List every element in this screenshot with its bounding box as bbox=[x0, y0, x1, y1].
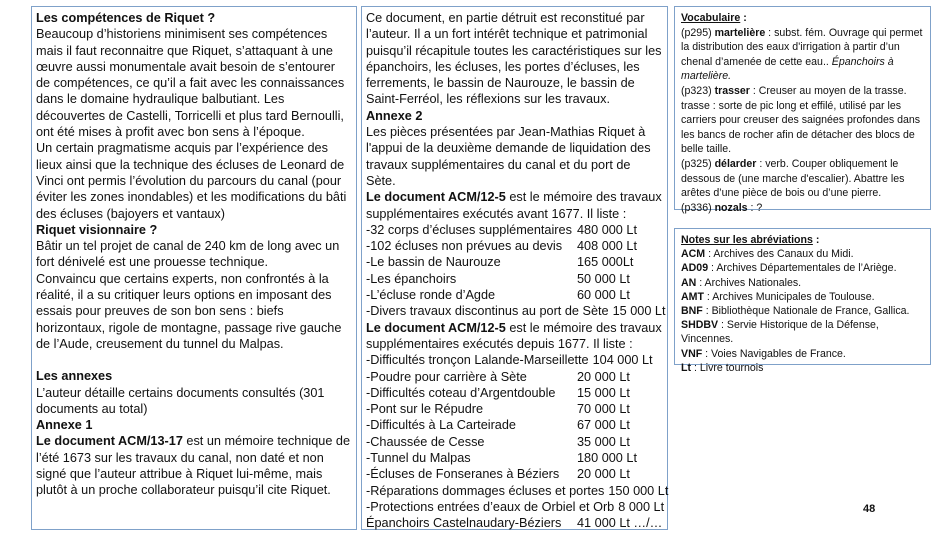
vocab-entry bbox=[681, 201, 924, 216]
term: trasser bbox=[714, 84, 750, 97]
vocabulary-box bbox=[674, 6, 931, 214]
abbreviation-key: SHDBV bbox=[681, 319, 719, 332]
paragraph bbox=[366, 320, 663, 353]
heading-annexe-1: Annexe 1 bbox=[36, 418, 93, 433]
cost-item-label: -Divers travaux discontinus au port de Sète bbox=[366, 304, 609, 319]
cost-item bbox=[366, 238, 663, 254]
paragraph: L’auteur détaille certains documents consultés (301 documents au total) bbox=[36, 385, 325, 416]
column-2 bbox=[361, 6, 668, 530]
abbreviation-value: : Archives Municipales de Toulouse. bbox=[703, 290, 875, 303]
cost-item bbox=[366, 401, 663, 417]
vocab-entry bbox=[681, 157, 924, 201]
cost-item bbox=[366, 222, 663, 238]
definition: : ? bbox=[747, 201, 763, 214]
abbreviation-key: AD09 bbox=[681, 262, 709, 275]
abbreviation-key: Lt bbox=[681, 361, 691, 374]
term: délarder bbox=[714, 157, 757, 170]
cost-item bbox=[366, 352, 663, 368]
paragraph: Ce document, en partie détruit est reconstitué par l’auteur. Il a un fort intérêt technique et patrimonial puisqu’il récapitule toutes les caractéristiques sur les épanchoirs, les écluses, les portes d’écluses, les ferrements, le bassin de Naurouze, le bassin de Saint-Ferréol, les réflexions sur les travaux. bbox=[366, 11, 662, 107]
colon: : bbox=[812, 234, 820, 246]
cost-item bbox=[366, 271, 663, 287]
cost-item-value: 60 000 Lt bbox=[577, 288, 630, 303]
cost-item-value: 35 000 Lt bbox=[577, 434, 630, 449]
vocab-entry: trasse : sorte de pic long et effilé, utilisé par les carriers pour creuser des saignées profondes dans les bancs de rocher afin de détacher des blocs de belle taille. bbox=[681, 99, 921, 156]
cost-item-label: -Difficultés tronçon Lalande-Marseillette bbox=[366, 353, 589, 368]
cost-item-label: -Écluses de Fonseranes à Béziers bbox=[366, 467, 560, 482]
example: Épanchoirs à martelière. bbox=[681, 55, 894, 83]
cost-item-value: 165 000Lt bbox=[577, 255, 634, 270]
heading-annexe-2: Annexe 2 bbox=[366, 108, 423, 123]
cost-list-after-1677 bbox=[366, 352, 669, 531]
cost-item-value: 50 000 Lt bbox=[577, 271, 630, 286]
page-ref: (p323) bbox=[681, 84, 715, 97]
abbreviation-item bbox=[681, 261, 924, 275]
abbreviation-value: : Archives des Canaux du Midi. bbox=[705, 248, 854, 261]
cost-item bbox=[366, 515, 663, 531]
abbreviations-list bbox=[681, 247, 924, 375]
abbreviation-item bbox=[681, 347, 924, 361]
abbreviation-key: ACM bbox=[681, 248, 706, 261]
abbreviations-box bbox=[674, 228, 931, 374]
cost-item-label: -Tunnel du Malpas bbox=[366, 451, 471, 466]
cost-item bbox=[366, 434, 663, 450]
page-ref: (p295) bbox=[681, 26, 715, 39]
document-description: est un mémoire technique de l’été 1673 sur les travaux du canal, non daté et non signé que l’auteur attribue à Riquet lui-même, mais plutôt à un proche collaborateur puisqu’il cite Riquet. bbox=[36, 434, 351, 498]
cost-item-label: -Les épanchoirs bbox=[366, 271, 457, 286]
column-1 bbox=[31, 6, 357, 530]
heading-visionnaire: Riquet visionnaire ? bbox=[36, 222, 158, 237]
cost-item bbox=[366, 466, 663, 482]
abbreviation-value: : Archives Départementales de l’Ariège. bbox=[708, 262, 897, 275]
cost-item-value: 150 000 Lt bbox=[608, 483, 669, 498]
abbreviation-value: : Livre tournois bbox=[691, 361, 764, 374]
abbreviation-item bbox=[681, 290, 924, 304]
page-number: 48 bbox=[863, 503, 876, 515]
abbreviations-title: Notes sur les abréviations bbox=[681, 234, 813, 246]
cost-item bbox=[366, 287, 663, 303]
definition: : subst. fém. Ouvrage qui permet la distribution des eaux d'irrigation à partir d’un chenal d’amenée de cette eau.. bbox=[681, 26, 923, 68]
abbreviation-key: VNF bbox=[681, 347, 703, 360]
cost-item-value: 70 000 Lt bbox=[577, 402, 630, 417]
abbreviation-item bbox=[681, 318, 924, 346]
colon: : bbox=[740, 12, 747, 24]
abbreviation-item bbox=[681, 247, 924, 261]
cost-item-value: 41 000 Lt …/… bbox=[577, 516, 663, 531]
paragraph: Les pièces présentées par Jean-Mathias Riquet à l'appui de la deuxième demande de liquidation des travaux supplémentaires du canal et du port de Sète. bbox=[366, 125, 651, 188]
paragraph: Un certain pragmatisme acquis par l’expérience des lieux ainsi que la technique des écluses de Leonard de Vinci ont permis l’évolution du parcours du canal (pour éviter les zones inondables) et les modifications du bâti des écluses (bajoyers et vantaux) bbox=[36, 141, 347, 221]
abbreviation-item bbox=[681, 304, 924, 318]
cost-item-label: -102 écluses non prévues au devis bbox=[366, 239, 563, 254]
definition: : Creuser au moyen de la trasse. bbox=[749, 84, 907, 97]
abbreviation-key: AMT bbox=[681, 290, 704, 303]
cost-list-before-1677 bbox=[366, 222, 666, 320]
abbreviation-item bbox=[681, 361, 924, 375]
abbreviation-key: BNF bbox=[681, 305, 703, 318]
abbreviation-value: : Voies Navigables de France. bbox=[702, 347, 846, 360]
vocabulary-title: Vocabulaire bbox=[681, 12, 741, 24]
cost-item-value: 20 000 Lt bbox=[577, 369, 630, 384]
document-description: est le mémoire des travaux supplémentaires exécutés depuis 1677. Il liste : bbox=[366, 320, 662, 351]
cost-item-label: -Le bassin de Naurouze bbox=[366, 255, 501, 270]
cost-item-label: -Réparations dommages écluses et portes bbox=[366, 483, 605, 498]
abbreviation-key: AN bbox=[681, 276, 697, 289]
cost-item bbox=[366, 303, 666, 319]
cost-item-value: 8 000 Lt bbox=[618, 499, 665, 514]
cost-item-value: 15 000 Lt bbox=[577, 385, 630, 400]
document-description: est le mémoire des travaux supplémentaires exécutés avant 1677. Il liste : bbox=[366, 190, 662, 221]
cost-item-label: -Pont sur le Répudre bbox=[366, 402, 484, 417]
term: nozals bbox=[714, 201, 748, 214]
cost-item-label: -Protections entrées d’eaux de Orbiel et Orb bbox=[366, 499, 615, 514]
cost-item-label: -Chaussée de Cesse bbox=[366, 434, 485, 449]
cost-item-label: Épanchoirs Castelnaudary-Béziers bbox=[366, 516, 562, 531]
cost-item-value: 480 000 Lt bbox=[577, 222, 637, 237]
vocab-entry bbox=[681, 84, 924, 99]
definition: : verb. Couper obliquement le dessous de (une marche d'escalier). Abattre les arêtes d’une pièce de bois ou d’une pierre. bbox=[681, 157, 905, 200]
page-ref: (p336) bbox=[681, 201, 715, 214]
cost-item-label: -32 corps d’écluses supplémentaires bbox=[366, 222, 572, 237]
abbreviation-value: : Archives Nationales. bbox=[696, 276, 802, 289]
cost-item bbox=[366, 417, 663, 433]
heading-annexes: Les annexes bbox=[36, 369, 113, 384]
page-ref: (p325) bbox=[681, 157, 715, 170]
cost-item-label: -Difficultés à La Carteirade bbox=[366, 418, 516, 433]
vocab-entry bbox=[681, 26, 924, 84]
cost-item-value: 67 000 Lt bbox=[577, 418, 630, 433]
cost-item-value: 15 000 Lt bbox=[612, 304, 666, 319]
document-ref: Le document ACM/13-17 bbox=[36, 434, 183, 449]
cost-item-value: 408 000 Lt bbox=[577, 239, 637, 254]
cost-item bbox=[366, 369, 663, 385]
paragraph: Bâtir un tel projet de canal de 240 km de long avec un fort dénivelé est une prouesse technique. bbox=[36, 239, 340, 270]
vocabulary-heading bbox=[681, 11, 924, 26]
cost-item-label: -L’écluse ronde d’Agde bbox=[366, 288, 496, 303]
paragraph: Beaucoup d’historiens minimisent ses compétences mais il faut reconnaitre que Riquet, s’attaquant à une œuvre aussi monumentale avait besoin de s’entourer de compétences, ce qu’il a fait avec les connaissances dans le domaine hydraulique balbutiant. Les découvertes de Castelli, Torricelli et plus tard Bernoulli, ont été mises à profit avec bon sens à l’époque. bbox=[36, 27, 345, 140]
cost-item-label: -Poudre pour carrière à Sète bbox=[366, 369, 527, 384]
cost-item-value: 104 000 Lt bbox=[592, 353, 653, 368]
paragraph bbox=[36, 433, 352, 498]
abbreviation-item bbox=[681, 276, 924, 290]
cost-item-value: 20 000 Lt bbox=[577, 467, 630, 482]
abbreviations-heading bbox=[681, 233, 924, 247]
cost-item bbox=[366, 385, 663, 401]
term: martelière bbox=[714, 26, 766, 39]
document-ref: Le document ACM/12-5 bbox=[366, 190, 506, 205]
abbreviation-value: : Bibliothèque Nationale de France, Gallica. bbox=[702, 305, 910, 318]
abbreviation-value: : Servie Historique de la Défense, Vincennes. bbox=[681, 319, 879, 346]
cost-item-label: -Difficultés coteau d’Argentdouble bbox=[366, 385, 556, 400]
cost-item bbox=[366, 499, 663, 515]
heading-competences: Les compétences de Riquet ? bbox=[36, 11, 216, 25]
cost-item bbox=[366, 483, 669, 499]
document-ref: Le document ACM/12-5 bbox=[366, 320, 506, 335]
paragraph: Convaincu que certains experts, non confrontés à la réalité, il a su critiquer leurs options en imposant des essais pour preuves de son bon sens : biefs horizontaux, rigole de montagne, passage rive gauche de l’Aude, creusement du tunnel du Malpas. bbox=[36, 271, 342, 351]
paragraph bbox=[366, 189, 663, 222]
spacer bbox=[36, 352, 352, 368]
cost-item-value: 180 000 Lt bbox=[577, 451, 637, 466]
cost-item bbox=[366, 450, 663, 466]
cost-item bbox=[366, 254, 663, 270]
